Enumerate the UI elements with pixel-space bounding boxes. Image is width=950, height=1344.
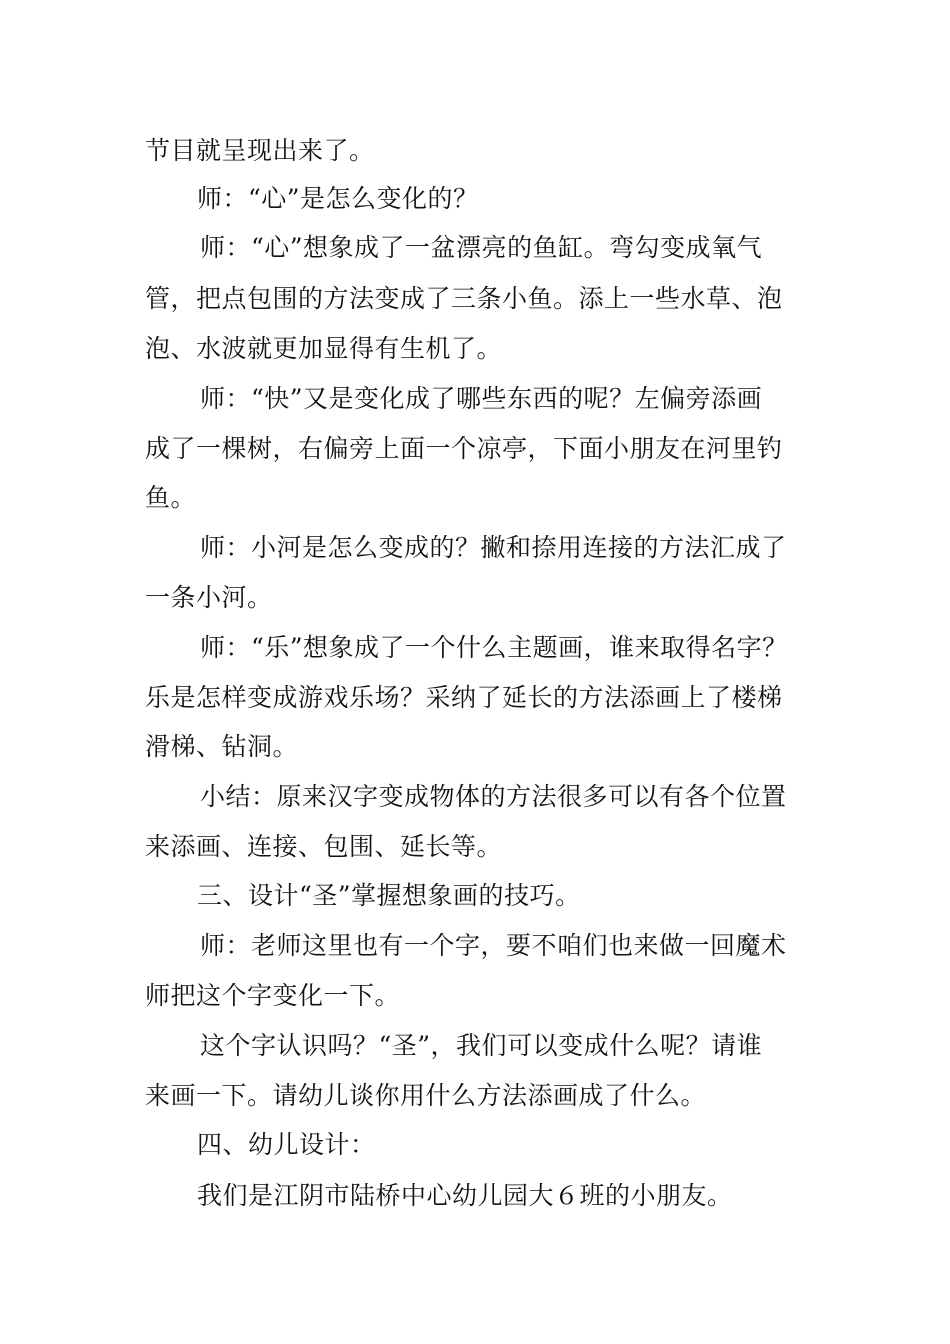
text-line: 节目就呈现出来了。	[145, 136, 375, 165]
text-line: 师：“心”是怎么变化的？	[197, 184, 479, 213]
text-line: 师：“乐”想象成了一个什么主题画，谁来取得名字？	[200, 633, 788, 662]
text-line: 来添画、连接、包围、延长等。	[145, 832, 503, 861]
text-line: 师：小河是怎么变成的？撇和捺用连接的方法汇成了	[200, 533, 787, 562]
text-line: 泡、水波就更加显得有生机了。	[145, 334, 503, 363]
text-line: 鱼。	[145, 483, 197, 512]
text-line: 师：“心”想象成了一盆漂亮的鱼缸。弯勾变成氧气	[200, 233, 763, 262]
text-line: 三、设计“圣”掌握想象画的技巧。	[197, 881, 581, 910]
text-line: 一条小河。	[145, 583, 273, 612]
text-line: 小结：原来汉字变成物体的方法很多可以有各个位置	[200, 782, 787, 811]
text-line: 管，把点包围的方法变成了三条小鱼。添上一些水草、泡	[145, 284, 783, 313]
text-line: 我们是江阴市陆桥中心幼儿园大６班的小朋友。	[197, 1181, 733, 1210]
text-line: 这个字认识吗？“圣”，我们可以变成什么呢？请谁	[200, 1031, 763, 1060]
text-line: 滑梯、钻洞。	[145, 732, 299, 761]
text-line: 乐是怎样变成游戏乐场？采纳了延长的方法添画上了楼梯	[145, 683, 783, 712]
text-line: 师：“快”又是变化成了哪些东西的呢？左偏旁添画	[200, 384, 763, 413]
text-line: 师：老师这里也有一个字，要不咱们也来做一回魔术	[200, 931, 787, 960]
text-line: 来画一下。请幼儿谈你用什么方法添画成了什么。	[145, 1081, 707, 1110]
text-line: 师把这个字变化一下。	[145, 981, 401, 1010]
text-line: 成了一棵树，右偏旁上面一个凉亭，下面小朋友在河里钓	[145, 434, 783, 463]
text-line: 四、幼儿设计：	[197, 1130, 376, 1159]
